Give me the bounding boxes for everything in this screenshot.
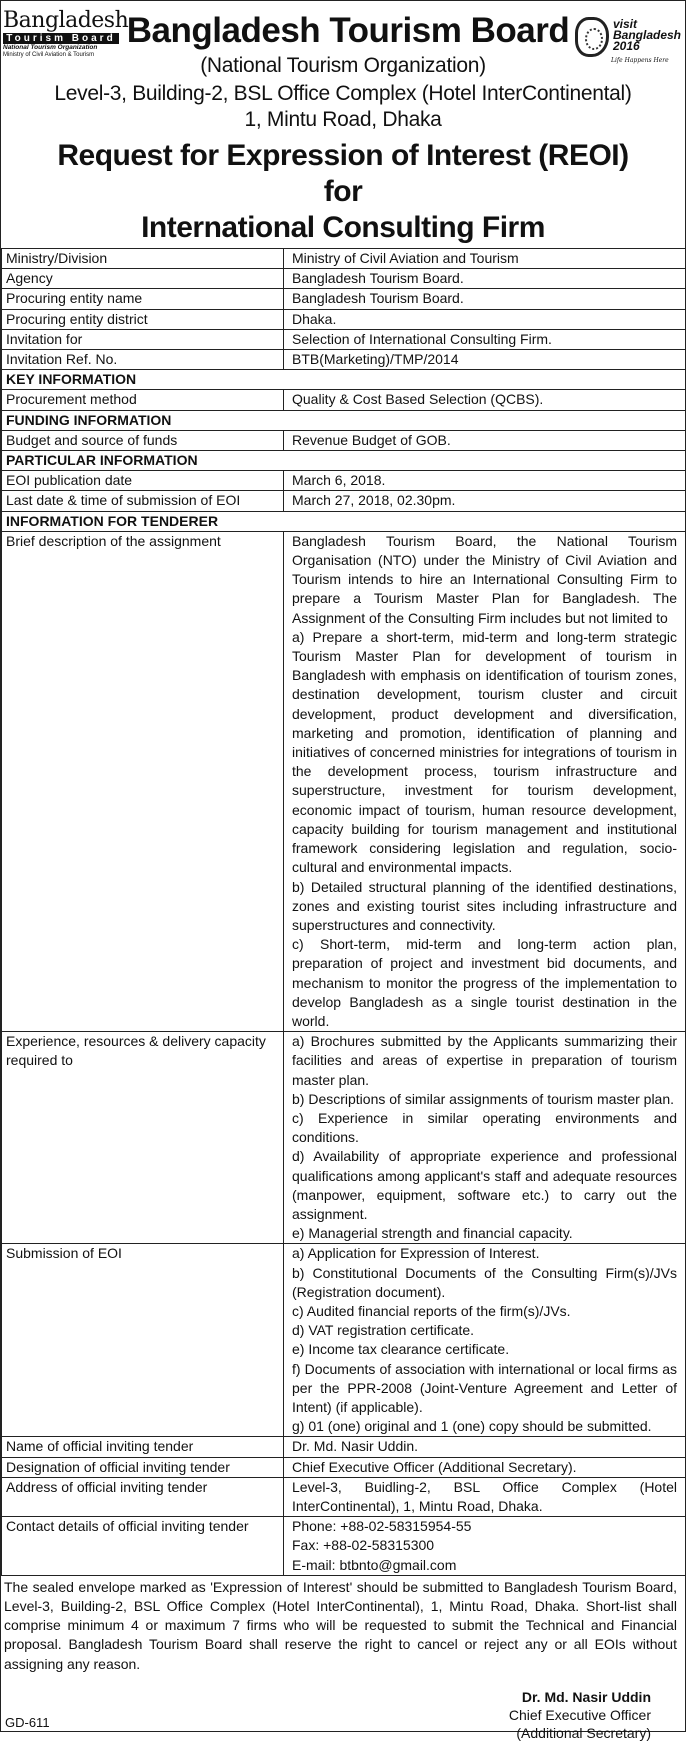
- signer-rank: (Additional Secretary): [516, 1724, 651, 1741]
- logo-ministry-text: Ministry of Civil Aviation & Tourism: [3, 52, 95, 58]
- assignment-intro: Bangladesh Tourism Board, the National Tourism Organisation (NTO) under the Ministry of Civil Aviation and Tourism intends to hire an International Consulting Firm to prepare a Tourism Master Plan for Bangladesh. The Assignment of the Consulting Firm includes but not limited to: [292, 532, 677, 626]
- table-row: [2, 269, 686, 289]
- section-header-row: [2, 451, 686, 471]
- section-particular-information: PARTICULAR INFORMATION: [2, 451, 686, 471]
- row-label: Contact details of official inviting tender: [2, 1517, 284, 1576]
- submission-item-d: d) VAT registration certificate.: [292, 1322, 475, 1339]
- experience-requirements: [284, 1032, 686, 1244]
- row-label: Last date & time of submission of EOI: [2, 491, 284, 511]
- organization-address-line2: 1, Mintu Road, Dhaka: [244, 108, 442, 131]
- tagline-text: Life Happens Here: [611, 57, 669, 64]
- row-label: Brief description of the assignment: [2, 531, 284, 1031]
- submission-item-g: g) 01 (one) original and 1 (one) copy should be submitted.: [292, 1418, 652, 1435]
- table-row: [2, 249, 686, 269]
- visit-text: visit: [613, 17, 638, 31]
- experience-item-c: c) Experience in similar operating environments and conditions.: [292, 1109, 677, 1146]
- publication-code: GD-611: [5, 1715, 50, 1730]
- logo-bar-text: Tourism Board: [3, 33, 119, 44]
- experience-item-d: d) Availability of appropriate experience and professional qualifications among applicant's staff and adequate resources (manpower, equipment, software etc.) to carry out the assignment.: [292, 1148, 677, 1222]
- row-value: Dr. Md. Nasir Uddin.: [284, 1437, 686, 1457]
- table-row: [2, 329, 686, 349]
- row-value: Chief Executive Officer (Additional Secretary).: [284, 1457, 686, 1477]
- signer-title: Chief Executive Officer: [508, 1706, 651, 1723]
- submission-item-c: c) Audited financial reports of the firm(s)/JVs.: [292, 1302, 571, 1319]
- bangladesh-text: Bangladesh: [613, 28, 682, 42]
- table-row: [2, 309, 686, 329]
- contact-fax: Fax: +88-02-58315300: [292, 1537, 435, 1554]
- row-label: Experience, resources & delivery capacity required to: [2, 1032, 284, 1244]
- row-value: Selection of International Consulting Firm.: [284, 329, 686, 349]
- section-funding-information: FUNDING INFORMATION: [2, 410, 686, 430]
- notice-heading-for: for: [323, 175, 363, 208]
- table-row: [2, 1244, 686, 1437]
- row-value: Dhaka.: [284, 309, 686, 329]
- contact-details: [284, 1517, 686, 1576]
- assignment-description: [284, 531, 686, 1031]
- notice-header: [1, 1, 685, 248]
- row-value: March 6, 2018.: [284, 471, 686, 491]
- section-header-row: [2, 410, 686, 430]
- row-value: Revenue Budget of GOB.: [284, 430, 686, 450]
- section-information-for-tenderer: INFORMATION FOR TENDERER: [2, 511, 686, 531]
- logo-sub-text: National Tourism Organization: [3, 44, 98, 51]
- row-label: Ministry/Division: [2, 249, 284, 269]
- contact-email: E-mail: btbnto@gmail.com: [292, 1556, 457, 1573]
- table-row: [2, 430, 686, 450]
- table-row: [2, 1517, 686, 1576]
- logo-brand-text: Bangladesh: [3, 8, 129, 33]
- submission-item-b: b) Constitutional Documents of the Consulting Firm(s)/JVs (Registration document).: [292, 1264, 677, 1300]
- row-label: EOI publication date: [2, 471, 284, 491]
- row-label: Designation of official inviting tender: [2, 1457, 284, 1477]
- section-key-information: KEY INFORMATION: [2, 370, 686, 390]
- assignment-item-b: b) Detailed structural planning of the identified destinations, zones and existing tourist sites including infrastructure and superstructures and connectivity.: [292, 878, 677, 933]
- row-label: Invitation Ref. No.: [2, 350, 284, 370]
- table-row: [2, 1477, 686, 1516]
- submission-instructions: The sealed envelope marked as 'Expression of Interest' should be submitted to Bangladesh Tourism Board, Level-3, Building-2, BSL Office Complex (Hotel InterContinental), 1, Mintu Road, Dhaka. Short-list shall comprise minimum 4 or maximum 7 firms who will be requested to submit the Technical and Financial proposal. Bangladesh Tourism Board shall reserve the right to cancel or reject any or all EOIs without assigning any reason.: [4, 1578, 677, 1672]
- row-label: Budget and source of funds: [2, 430, 284, 450]
- organization-subtitle: (National Tourism Organization): [200, 54, 486, 77]
- row-label: Invitation for: [2, 329, 284, 349]
- year-text: 2016: [613, 39, 640, 53]
- row-label: Procuring entity district: [2, 309, 284, 329]
- row-value: Bangladesh Tourism Board.: [284, 289, 686, 309]
- section-header-row: [2, 370, 686, 390]
- submission-item-f: f) Documents of association with international or local firms as per the PPR-2008 (Joint-Venture Agreement and Letter of Intent) (if applicable).: [292, 1360, 677, 1415]
- row-value: BTB(Marketing)/TMP/2014: [284, 350, 686, 370]
- row-value: Bangladesh Tourism Board.: [284, 269, 686, 289]
- section-header-row: [2, 511, 686, 531]
- row-label: Address of official inviting tender: [2, 1477, 284, 1516]
- row-value: March 27, 2018, 02.30pm.: [284, 491, 686, 511]
- submission-documents: [284, 1244, 686, 1437]
- row-value: Ministry of Civil Aviation and Tourism: [284, 249, 686, 269]
- row-label: Submission of EOI: [2, 1244, 284, 1437]
- assignment-item-a: a) Prepare a short-term, mid-term and long-term strategic Tourism Master Plan for development of tourism in Bangladesh with emphasis on identification of tourism zones, destination development, tourism cluster and circuit development, product development and diversification, marketing and promotion, identification of planning and initiatives of concerned ministries for integrations of tourism in the development process, tourism infrastructure and superstructure, investment for tourism development, economic impact of tourism, human resource development, capacity building for tourism management and institutional framework considering legislation and regulation, socio-cultural and environmental impacts.: [292, 628, 677, 876]
- table-row: [2, 491, 686, 511]
- experience-item-a: a) Brochures submitted by the Applicants summarizing their facilities and areas of expertise in preparation of tourism master plan.: [292, 1033, 677, 1088]
- row-label: Procurement method: [2, 390, 284, 410]
- row-label: Agency: [2, 269, 284, 289]
- table-row: [2, 289, 686, 309]
- table-row: [2, 1437, 686, 1457]
- table-row: [2, 531, 686, 1031]
- submission-item-e: e) Income tax clearance certificate.: [292, 1341, 510, 1358]
- contact-phone: Phone: +88-02-58315954-55: [292, 1518, 472, 1535]
- submission-item-a: a) Application for Expression of Interest.: [292, 1245, 540, 1262]
- table-row: [2, 350, 686, 370]
- row-label: Name of official inviting tender: [2, 1437, 284, 1457]
- experience-item-b: b) Descriptions of similar assignments of tourism master plan.: [292, 1090, 675, 1107]
- table-row: [2, 1457, 686, 1477]
- notice-heading-firm: International Consulting Firm: [141, 211, 545, 244]
- organization-title: Bangladesh Tourism Board: [126, 11, 570, 50]
- row-value: Level-3, Buidling-2, BSL Office Complex (Hotel InterContinental), 1, Mintu Road, Dhaka.: [284, 1477, 686, 1516]
- table-row: [2, 471, 686, 491]
- reoi-details-table: [1, 248, 686, 1576]
- assignment-item-c: c) Short-term, mid-term and long-term action plan, preparation of project and investment bid documents, and mechanism to monitor the progress of the implementation to develop Bangladesh as a single tourist destination in the world.: [292, 936, 677, 1029]
- row-value: Quality & Cost Based Selection (QCBS).: [284, 390, 686, 410]
- signer-name: Dr. Md. Nasir Uddin: [521, 1688, 651, 1705]
- table-row: [2, 390, 686, 410]
- experience-item-e: e) Managerial strength and financial capacity.: [292, 1225, 573, 1242]
- notice-heading: Request for Expression of Interest (REOI): [57, 139, 629, 172]
- signature-block: [1, 1688, 685, 1742]
- row-label: Procuring entity name: [2, 289, 284, 309]
- organization-address-line1: Level-3, Building-2, BSL Office Complex (Hotel InterContinental): [54, 82, 632, 105]
- table-row: [2, 1032, 686, 1244]
